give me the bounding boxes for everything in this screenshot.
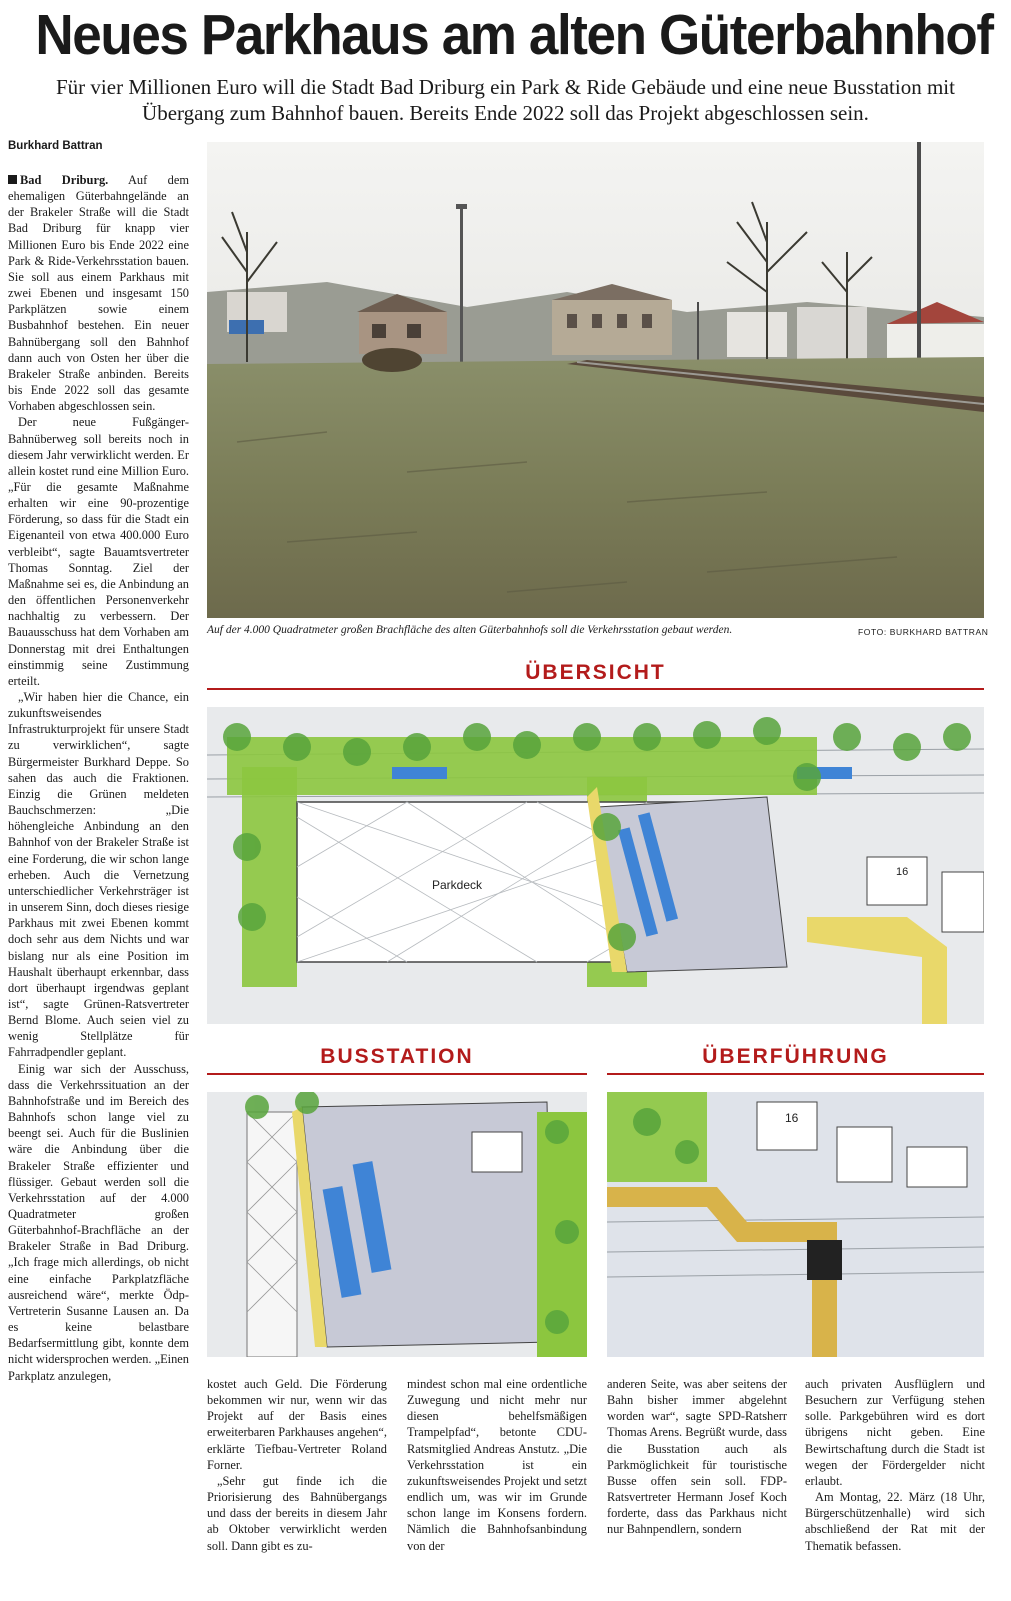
- section-rule-bridge: [607, 1073, 984, 1075]
- building-number-overview: 16: [896, 866, 909, 878]
- column-5-paragraph-2: Am Montag, 22. März (18 Uhr, Bürgerschützenhalle) wird sich abschließend der Rat mit der Thematik befassen.: [805, 1490, 985, 1553]
- bridge-plan: [607, 1092, 984, 1357]
- section-title-overview: ÜBERSICHT: [525, 661, 666, 684]
- paragraph-4: Einig war sich der Ausschuss, dass die Verkehrssituation an der Bahnhofstraße und im Bereich des Bahnhofs schon lange viel zu beengt sei. Auch für die Buslinien wäre die Anbindung über die Brakeler Straße effizienter und flüssiger. Gebaut werden soll die Verkehrsstation auf der 4.000 Quadratmeter großen Güterbahnhof-Brachfläche an der Brakeler Straße in Bad Driburg. „Ich frage mich allerdings, ob nicht eine einfache Parkplatzfläche ausreichend wäre“, merkte Ödp-Vertreterin Susanne Lausen an. Da es keine belastbare Bedarfsermittlung gibt, konnte dem nicht widersprochen werden. „Einen Parkplatz anzulegen,: [8, 1061, 189, 1383]
- paragraph-2: Der neue Fußgänger-Bahnüberweg soll bereits noch in diesem Jahr verwirklicht werden. Er allein kostet rund eine Million Euro. „Für die gesamte Maßnahme erhalten wir eine 90-prozentige Förderung, so dass für die Stadt ein Eigenanteil von etwa 400.000 Euro verbleibt“, sagte Bauamtsvertreter Thomas Sonntag. Ziel der Maßnahme sei es, die Anbindung an den öffentlichen Personenverkehr nachhaltig zu verbessern. Der Bauausschuss hat dem Vorhaben am Donnerstag mit drei Enthaltungen einstimmig seine Zustimmung erteilt.: [8, 415, 189, 688]
- article-column-2: [207, 1376, 387, 1554]
- overview-plan: [207, 707, 984, 1024]
- square-bullet-icon: [8, 175, 17, 184]
- section-rule-bus: [207, 1073, 587, 1075]
- article-column-1: [8, 172, 189, 1384]
- building-number-bridge: 16: [785, 1111, 799, 1125]
- site-photo-graphic: [207, 142, 984, 618]
- section-rule-overview: [207, 688, 984, 690]
- paragraph-3: „Wir haben hier die Chance, ein zukunftsweisendes Infrastrukturprojekt für unsere Stadt zu verwirklichen“, sagte Bürgermeister Burkhard Deppe. So sahen das auch die Fraktionen. Einzig die Grünen meldeten Bauchschmerzen: „Die höhengleiche Anbindung an den Bahnhof von der Brakeler Straße ist eine Forderung, die wir schon lange erheben. Auch die Vernetzung unterschiedlicher Verkehrsträger ist in unserem Sinn, doch dieses riesige Parkhaus mit zwei Ebenen kommt doch sehr aus dem Nichts und war bislang nur als eine Position im Haushalt überhaupt erkennbar, dass dort überhaupt irgendwas geplant ist“, sagte Grünen-Ratsvertreter Bernd Blome. Auch seien viel zu wenig Stellplätze für Fahrradpendler geplant.: [8, 690, 189, 1060]
- bridge-plan-graphic: [607, 1092, 984, 1357]
- subheadline-line-2: Übergang zum Bahnhof bauen. Bereits Ende 2022 soll das Projekt abgeschlossen sein.: [142, 101, 869, 125]
- column-4-paragraph-1: anderen Seite, was aber seitens der Bahn bisher immer abgelehnt worden war“, sagte SPD-Ratsherr Thomas Arens. Begrüßt wurde, dass die Busstation auch als Parkmöglichkeit für touristische Busse offen sein soll. FDP-Ratsvertreter Hermann Josef Koch forderte, dass das Parkhaus nicht nur Bahnpendlern, sondern: [607, 1377, 787, 1537]
- paragraph-1-text: Auf dem ehemaligen Güterbahngelände an der Brakeler Straße will die Stadt Bad Driburg für knapp vier Millionen Euro bis Ende 2022 eine Park & Ride-Verkehrsstation bauen. Sie soll aus einem Parkhaus mit zwei Ebenen und insgesamt 150 Parkplätzen sowie einem Busbahnhof bestehen. Ein neuer Bahnübergang soll den Bahnhof dann auch von Osten her über die Brakeler Straße anbinden. Bereits bis Ende 2022 soll das gesamte Vorhaben abgeschlossen sein.: [8, 173, 189, 414]
- headline: Neues Parkhaus am alten Güterbahnhof: [35, 3, 993, 67]
- column-2-paragraph-1: kostet auch Geld. Die Förderung bekommen wir nur, wenn wir das Projekt auf der Basis eines erweiterbaren Parkhauses angehen“, erklärte Tiefbau-Vertreter Roland Forner.: [207, 1377, 387, 1472]
- article-column-3: [407, 1376, 587, 1554]
- subheadline-line-1: Für vier Millionen Euro will die Stadt Bad Driburg ein Park & Ride Gebäude und eine neue Busstation mit: [56, 75, 955, 99]
- paragraph-1: [8, 172, 189, 414]
- section-title-bus: BUSSTATION: [320, 1045, 474, 1068]
- photo-credit: FOTO: BURKHARD BATTRAN: [858, 627, 989, 637]
- article-column-5: [805, 1376, 985, 1554]
- dateline: Bad Driburg.: [20, 173, 109, 187]
- column-2-paragraph-2: „Sehr gut finde ich die Priorisierung des Bahnübergangs und dass der bereits in diesem Jahr ab Oktober verwirklicht werden soll. Dann gibt es zu-: [207, 1473, 387, 1553]
- bus-station-plan: [207, 1092, 587, 1357]
- article-column-4: [607, 1376, 787, 1538]
- overview-plan-graphic: [207, 707, 984, 1024]
- bus-station-plan-graphic: [207, 1092, 587, 1357]
- column-5-paragraph-1: auch privaten Ausflüglern und Besuchern zur Verfügung stehen solle. Parkgebühren wird es dort übrigens nicht geben. Eine Bewirtschaftung durch die Stadt ist wegen der Fördergelder nicht erlaubt.: [805, 1377, 985, 1488]
- byline: Burkhard Battran: [8, 140, 103, 152]
- section-title-bridge: ÜBERFÜHRUNG: [702, 1045, 889, 1068]
- subheadline: [14, 74, 997, 126]
- photo-caption: Auf der 4.000 Quadratmeter großen Brachfläche des alten Güterbahnhofs soll die Verkehrsstation gebaut werden.: [207, 624, 733, 636]
- column-3-paragraph-1: mindest schon mal eine ordentliche Zuwegung und nicht mehr nur diesen behelfsmäßigen Trampelpfad“, betonte CDU-Ratsmitglied Andreas Anstutz. „Die Verkehrsstation ist ein zukunftsweisendes Projekt und setzt endlich um, was wir im Grunde schon lange im Konsens fordern. Nämlich die Bahnhofsanbindung von der: [407, 1377, 587, 1553]
- parkdeck-label: Parkdeck: [432, 878, 483, 892]
- site-photo: [207, 142, 984, 618]
